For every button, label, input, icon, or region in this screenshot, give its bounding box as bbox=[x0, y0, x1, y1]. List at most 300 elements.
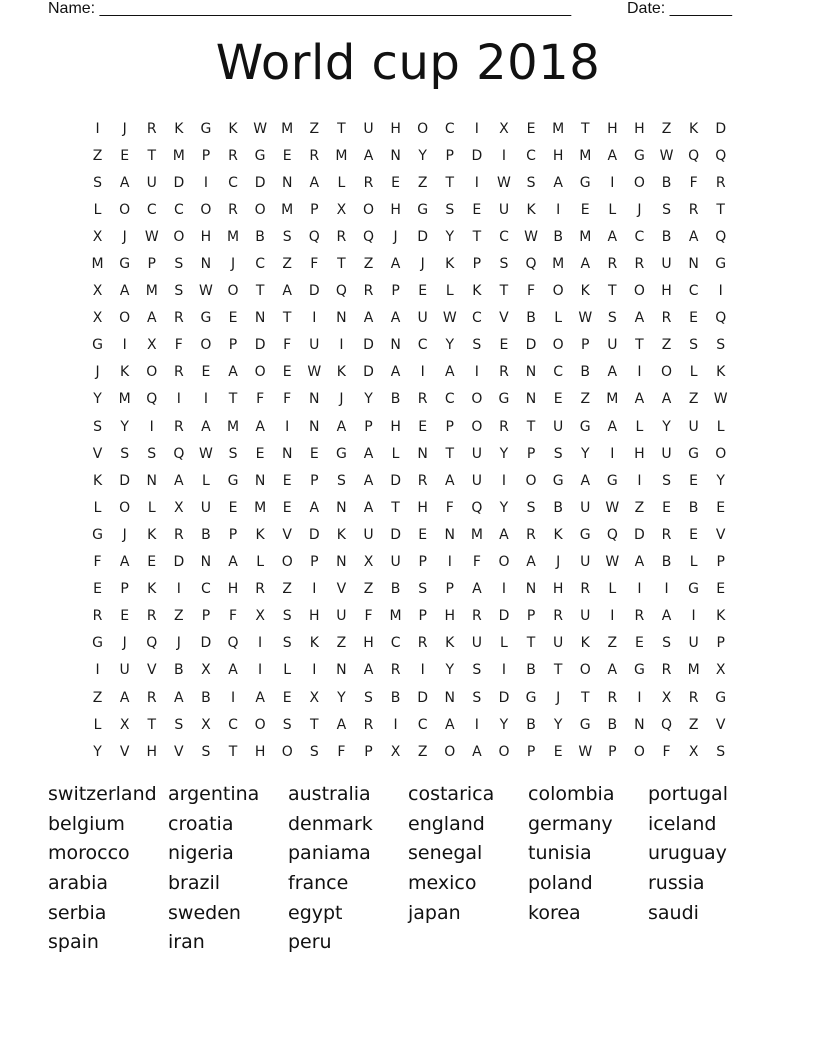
grid-letter[interactable]: T bbox=[526, 635, 536, 652]
grid-letter[interactable]: Q bbox=[146, 391, 158, 408]
grid-letter[interactable]: Q bbox=[525, 256, 537, 273]
grid-letter[interactable]: V bbox=[499, 310, 509, 327]
grid-letter[interactable]: D bbox=[173, 554, 185, 571]
grid-letter[interactable]: R bbox=[146, 120, 157, 137]
grid-letter[interactable]: D bbox=[525, 337, 537, 354]
grid-letter[interactable]: W bbox=[605, 554, 620, 571]
grid-letter[interactable]: Q bbox=[362, 228, 374, 245]
grid-letter[interactable]: O bbox=[119, 499, 131, 516]
grid-letter[interactable]: D bbox=[254, 174, 266, 191]
grid-letter[interactable]: R bbox=[661, 526, 672, 543]
grid-letter[interactable]: H bbox=[363, 635, 374, 652]
grid-letter[interactable]: L bbox=[93, 716, 102, 733]
grid-letter[interactable]: P bbox=[716, 554, 725, 571]
grid-letter[interactable]: X bbox=[390, 743, 401, 760]
grid-letter[interactable]: P bbox=[228, 526, 238, 543]
grid-letter[interactable]: E bbox=[689, 472, 699, 489]
grid-letter[interactable]: Z bbox=[92, 147, 103, 164]
grid-letter[interactable]: B bbox=[526, 662, 536, 679]
grid-letter[interactable]: E bbox=[255, 445, 265, 462]
grid-letter[interactable]: G bbox=[92, 526, 103, 543]
grid-letter[interactable]: K bbox=[472, 283, 482, 300]
grid-letter[interactable]: T bbox=[228, 391, 238, 408]
grid-letter[interactable]: J bbox=[176, 635, 181, 652]
grid-letter[interactable]: N bbox=[390, 147, 401, 164]
grid-letter[interactable]: R bbox=[715, 174, 726, 191]
grid-letter[interactable]: C bbox=[634, 228, 645, 245]
grid-letter[interactable]: A bbox=[363, 147, 374, 164]
grid-letter[interactable]: W bbox=[199, 445, 213, 462]
grid-letter[interactable]: B bbox=[661, 228, 672, 245]
grid-letter[interactable]: I bbox=[339, 337, 344, 354]
grid-letter[interactable]: D bbox=[308, 283, 320, 300]
grid-letter[interactable]: T bbox=[147, 147, 157, 164]
grid-letter[interactable]: Y bbox=[445, 662, 455, 679]
grid-letter[interactable]: H bbox=[227, 581, 239, 598]
grid-letter[interactable]: L bbox=[202, 472, 210, 489]
grid-letter[interactable]: S bbox=[526, 499, 536, 516]
grid-letter[interactable]: O bbox=[471, 418, 483, 435]
grid-letter[interactable]: A bbox=[201, 418, 211, 435]
grid-letter[interactable]: S bbox=[472, 662, 482, 679]
grid-letter[interactable]: T bbox=[526, 418, 536, 435]
grid-letter[interactable]: A bbox=[444, 472, 455, 489]
grid-letter[interactable]: Q bbox=[146, 635, 158, 652]
grid-letter[interactable]: G bbox=[119, 256, 131, 273]
grid-letter[interactable]: U bbox=[471, 472, 482, 489]
grid-letter[interactable]: G bbox=[579, 418, 591, 435]
grid-letter[interactable]: M bbox=[606, 391, 619, 408]
grid-letter[interactable]: O bbox=[552, 283, 564, 300]
grid-letter[interactable]: A bbox=[607, 228, 618, 245]
grid-letter[interactable]: F bbox=[689, 174, 698, 191]
grid-letter[interactable]: E bbox=[282, 364, 292, 381]
grid-letter[interactable]: E bbox=[553, 391, 563, 408]
grid-letter[interactable]: B bbox=[553, 228, 563, 245]
grid-letter[interactable]: P bbox=[364, 743, 373, 760]
grid-letter[interactable]: X bbox=[119, 716, 130, 733]
grid-letter[interactable]: R bbox=[661, 310, 672, 327]
grid-letter[interactable]: J bbox=[230, 256, 236, 273]
grid-letter[interactable]: O bbox=[362, 201, 374, 218]
grid-letter[interactable]: K bbox=[120, 364, 130, 381]
grid-letter[interactable]: J bbox=[122, 526, 127, 543]
grid-letter[interactable]: E bbox=[120, 608, 130, 625]
grid-letter[interactable]: A bbox=[174, 472, 184, 489]
grid-letter[interactable]: R bbox=[499, 418, 509, 435]
grid-letter[interactable]: E bbox=[120, 147, 130, 164]
grid-letter[interactable]: C bbox=[499, 228, 509, 245]
grid-letter[interactable]: S bbox=[174, 283, 184, 300]
grid-letter[interactable]: C bbox=[471, 310, 482, 327]
grid-letter[interactable]: W bbox=[253, 120, 268, 137]
grid-letter[interactable]: I bbox=[447, 554, 452, 571]
grid-letter[interactable]: U bbox=[688, 418, 699, 435]
grid-letter[interactable]: W bbox=[713, 391, 728, 408]
grid-letter[interactable]: L bbox=[635, 418, 644, 435]
grid-letter[interactable]: W bbox=[524, 228, 538, 245]
grid-letter[interactable]: B bbox=[390, 581, 401, 598]
grid-letter[interactable]: Y bbox=[93, 391, 102, 408]
grid-letter[interactable]: S bbox=[662, 472, 671, 489]
grid-letter[interactable]: T bbox=[337, 120, 346, 137]
grid-letter[interactable]: E bbox=[526, 120, 536, 137]
grid-letter[interactable]: B bbox=[390, 689, 401, 706]
grid-letter[interactable]: Q bbox=[715, 147, 727, 164]
grid-letter[interactable]: I bbox=[230, 689, 236, 706]
grid-letter[interactable]: D bbox=[390, 472, 401, 489]
grid-letter[interactable]: K bbox=[228, 120, 238, 137]
grid-letter[interactable]: R bbox=[688, 201, 699, 218]
grid-letter[interactable]: H bbox=[552, 147, 564, 164]
grid-letter[interactable]: P bbox=[418, 608, 427, 625]
grid-letter[interactable]: O bbox=[498, 554, 510, 571]
grid-letter[interactable]: F bbox=[283, 337, 292, 354]
grid-letter[interactable]: L bbox=[608, 581, 617, 598]
grid-letter[interactable]: Y bbox=[553, 716, 563, 733]
grid-letter[interactable]: J bbox=[122, 228, 127, 245]
grid-letter[interactable]: A bbox=[336, 418, 347, 435]
grid-letter[interactable]: R bbox=[661, 662, 672, 679]
grid-letter[interactable]: K bbox=[174, 120, 184, 137]
grid-letter[interactable]: E bbox=[689, 526, 699, 543]
grid-letter[interactable]: B bbox=[255, 228, 265, 245]
grid-letter[interactable]: X bbox=[309, 689, 320, 706]
grid-letter[interactable]: A bbox=[119, 689, 130, 706]
grid-letter[interactable]: Z bbox=[417, 743, 428, 760]
grid-letter[interactable]: Z bbox=[661, 337, 672, 354]
grid-letter[interactable]: I bbox=[501, 662, 507, 679]
grid-letter[interactable]: C bbox=[444, 120, 455, 137]
grid-letter[interactable]: U bbox=[661, 256, 672, 273]
grid-letter[interactable]: K bbox=[526, 201, 536, 218]
grid-letter[interactable]: D bbox=[498, 689, 510, 706]
grid-letter[interactable]: K bbox=[553, 526, 563, 543]
grid-letter[interactable]: R bbox=[92, 608, 103, 625]
grid-letter[interactable]: O bbox=[200, 201, 212, 218]
grid-letter[interactable]: G bbox=[417, 201, 429, 218]
grid-letter[interactable]: B bbox=[390, 391, 401, 408]
grid-letter[interactable]: D bbox=[363, 364, 374, 381]
grid-letter[interactable]: B bbox=[174, 662, 184, 679]
grid-letter[interactable]: M bbox=[91, 256, 104, 273]
grid-letter[interactable]: Q bbox=[471, 499, 483, 516]
grid-letter[interactable]: I bbox=[474, 364, 479, 381]
grid-letter[interactable]: K bbox=[255, 526, 265, 543]
grid-letter[interactable]: S bbox=[716, 743, 726, 760]
grid-letter[interactable]: A bbox=[336, 716, 347, 733]
grid-letter[interactable]: L bbox=[147, 499, 156, 516]
grid-letter[interactable]: U bbox=[336, 608, 347, 625]
grid-letter[interactable]: A bbox=[607, 364, 618, 381]
grid-letter[interactable]: J bbox=[420, 256, 425, 273]
grid-letter[interactable]: Y bbox=[499, 445, 509, 462]
grid-letter[interactable]: A bbox=[444, 716, 455, 733]
grid-letter[interactable]: D bbox=[471, 147, 483, 164]
grid-letter[interactable]: A bbox=[526, 554, 536, 571]
grid-letter[interactable]: G bbox=[715, 256, 727, 273]
grid-letter[interactable]: P bbox=[310, 554, 319, 571]
grid-letter[interactable]: V bbox=[336, 581, 347, 598]
grid-letter[interactable]: R bbox=[228, 147, 238, 164]
grid-letter[interactable]: C bbox=[390, 635, 401, 652]
grid-letter[interactable]: C bbox=[228, 716, 238, 733]
grid-letter[interactable]: I bbox=[610, 445, 615, 462]
grid-letter[interactable]: M bbox=[118, 391, 131, 408]
grid-letter[interactable]: B bbox=[661, 554, 672, 571]
grid-letter[interactable]: I bbox=[149, 418, 154, 435]
grid-letter[interactable]: E bbox=[418, 283, 428, 300]
grid-letter[interactable]: I bbox=[95, 662, 100, 679]
grid-letter[interactable]: X bbox=[201, 716, 211, 733]
grid-letter[interactable]: E bbox=[418, 526, 428, 543]
grid-letter[interactable]: N bbox=[525, 364, 537, 381]
grid-letter[interactable]: N bbox=[309, 391, 320, 408]
grid-letter[interactable]: O bbox=[715, 445, 727, 462]
grid-letter[interactable]: G bbox=[227, 472, 239, 489]
grid-letter[interactable]: M bbox=[389, 608, 402, 625]
grid-letter[interactable]: C bbox=[526, 147, 536, 164]
grid-letter[interactable]: O bbox=[254, 201, 266, 218]
grid-letter[interactable]: T bbox=[282, 310, 292, 327]
grid-letter[interactable]: A bbox=[661, 608, 672, 625]
grid-letter[interactable]: A bbox=[607, 418, 618, 435]
grid-letter[interactable]: K bbox=[716, 608, 726, 625]
grid-letter[interactable]: G bbox=[92, 337, 103, 354]
grid-letter[interactable]: G bbox=[633, 662, 645, 679]
grid-letter[interactable]: G bbox=[715, 689, 727, 706]
grid-letter[interactable]: G bbox=[579, 716, 591, 733]
grid-letter[interactable]: H bbox=[200, 228, 212, 245]
grid-letter[interactable]: H bbox=[444, 608, 456, 625]
name-field[interactable]: Name: _____________________________________________________ bbox=[48, 0, 572, 17]
grid-letter[interactable]: I bbox=[203, 391, 208, 408]
grid-letter[interactable]: G bbox=[335, 445, 347, 462]
grid-letter[interactable]: E bbox=[309, 445, 319, 462]
grid-letter[interactable]: D bbox=[200, 635, 212, 652]
grid-letter[interactable]: C bbox=[201, 581, 211, 598]
grid-letter[interactable]: R bbox=[417, 391, 428, 408]
grid-letter[interactable]: C bbox=[688, 283, 699, 300]
grid-letter[interactable]: G bbox=[633, 147, 645, 164]
grid-letter[interactable]: S bbox=[93, 418, 102, 435]
grid-letter[interactable]: L bbox=[716, 418, 725, 435]
grid-letter[interactable]: Z bbox=[607, 635, 618, 652]
grid-letter[interactable]: Q bbox=[227, 635, 239, 652]
grid-letter[interactable]: S bbox=[364, 689, 373, 706]
grid-letter[interactable]: L bbox=[337, 174, 346, 191]
grid-letter[interactable]: T bbox=[580, 120, 590, 137]
grid-letter[interactable]: N bbox=[444, 689, 455, 706]
grid-letter[interactable]: I bbox=[501, 472, 507, 489]
grid-letter[interactable]: H bbox=[309, 608, 320, 625]
grid-letter[interactable]: B bbox=[607, 716, 618, 733]
grid-letter[interactable]: D bbox=[715, 120, 727, 137]
grid-letter[interactable]: A bbox=[553, 174, 563, 191]
grid-letter[interactable]: K bbox=[92, 472, 103, 489]
grid-letter[interactable]: W bbox=[605, 499, 620, 516]
grid-letter[interactable]: X bbox=[499, 120, 509, 137]
grid-letter[interactable]: E bbox=[716, 499, 726, 516]
grid-letter[interactable]: P bbox=[364, 418, 373, 435]
grid-letter[interactable]: I bbox=[610, 608, 615, 625]
grid-letter[interactable]: V bbox=[715, 716, 726, 733]
grid-letter[interactable]: O bbox=[633, 283, 645, 300]
grid-letter[interactable]: T bbox=[228, 743, 238, 760]
grid-letter[interactable]: B bbox=[526, 716, 536, 733]
grid-letter[interactable]: S bbox=[553, 445, 563, 462]
grid-letter[interactable]: M bbox=[281, 120, 294, 137]
grid-letter[interactable]: P bbox=[228, 337, 238, 354]
grid-letter[interactable]: A bbox=[363, 662, 374, 679]
grid-letter[interactable]: G bbox=[606, 472, 618, 489]
grid-letter[interactable]: Q bbox=[173, 445, 185, 462]
grid-letter[interactable]: N bbox=[634, 716, 645, 733]
grid-letter[interactable]: I bbox=[691, 608, 696, 625]
grid-letter[interactable]: D bbox=[363, 337, 374, 354]
grid-letter[interactable]: H bbox=[146, 743, 157, 760]
grid-letter[interactable]: P bbox=[445, 418, 454, 435]
grid-letter[interactable]: Q bbox=[606, 526, 618, 543]
grid-letter[interactable]: X bbox=[363, 554, 374, 571]
grid-letter[interactable]: E bbox=[662, 499, 671, 516]
grid-letter[interactable]: I bbox=[312, 310, 317, 327]
grid-letter[interactable]: Y bbox=[580, 445, 590, 462]
grid-letter[interactable]: D bbox=[417, 228, 429, 245]
grid-letter[interactable]: U bbox=[390, 554, 401, 571]
grid-letter[interactable]: I bbox=[474, 716, 479, 733]
grid-letter[interactable]: U bbox=[417, 310, 428, 327]
grid-letter[interactable]: X bbox=[336, 201, 347, 218]
grid-letter[interactable]: R bbox=[607, 256, 618, 273]
grid-letter[interactable]: A bbox=[580, 256, 591, 273]
grid-letter[interactable]: G bbox=[688, 581, 700, 598]
grid-letter[interactable]: E bbox=[228, 310, 238, 327]
grid-letter[interactable]: I bbox=[637, 689, 642, 706]
grid-letter[interactable]: R bbox=[607, 689, 618, 706]
grid-letter[interactable]: P bbox=[201, 608, 211, 625]
grid-letter[interactable]: A bbox=[363, 499, 374, 516]
grid-letter[interactable]: L bbox=[554, 310, 563, 327]
grid-letter[interactable]: M bbox=[552, 120, 565, 137]
grid-letter[interactable]: S bbox=[93, 174, 102, 191]
grid-letter[interactable]: N bbox=[146, 472, 157, 489]
grid-letter[interactable]: K bbox=[580, 283, 590, 300]
grid-letter[interactable]: O bbox=[281, 554, 293, 571]
grid-letter[interactable]: J bbox=[556, 689, 561, 706]
grid-letter[interactable]: R bbox=[173, 526, 184, 543]
grid-letter[interactable]: Z bbox=[580, 391, 591, 408]
grid-letter[interactable]: M bbox=[254, 499, 267, 516]
grid-letter[interactable]: Y bbox=[93, 743, 102, 760]
grid-letter[interactable]: K bbox=[336, 364, 346, 381]
grid-letter[interactable]: H bbox=[254, 743, 266, 760]
grid-letter[interactable]: S bbox=[662, 635, 671, 652]
grid-letter[interactable]: U bbox=[119, 662, 130, 679]
grid-letter[interactable]: X bbox=[715, 662, 726, 679]
grid-letter[interactable]: R bbox=[417, 635, 428, 652]
grid-letter[interactable]: P bbox=[445, 581, 454, 598]
grid-letter[interactable]: C bbox=[553, 364, 564, 381]
grid-letter[interactable]: F bbox=[337, 743, 346, 760]
grid-letter[interactable]: U bbox=[471, 445, 482, 462]
grid-letter[interactable]: P bbox=[608, 743, 617, 760]
grid-letter[interactable]: E bbox=[418, 418, 428, 435]
grid-letter[interactable]: N bbox=[390, 337, 401, 354]
grid-letter[interactable]: T bbox=[499, 283, 509, 300]
grid-letter[interactable]: Z bbox=[309, 120, 320, 137]
grid-letter[interactable]: S bbox=[201, 743, 211, 760]
grid-letter[interactable]: P bbox=[310, 201, 319, 218]
grid-letter[interactable]: I bbox=[501, 147, 507, 164]
grid-letter[interactable]: N bbox=[336, 662, 347, 679]
grid-letter[interactable]: V bbox=[282, 526, 292, 543]
grid-letter[interactable]: U bbox=[363, 120, 374, 137]
grid-letter[interactable]: D bbox=[634, 526, 645, 543]
grid-letter[interactable]: I bbox=[637, 581, 642, 598]
grid-letter[interactable]: P bbox=[716, 635, 725, 652]
grid-letter[interactable]: M bbox=[470, 526, 483, 543]
grid-letter[interactable]: S bbox=[120, 445, 130, 462]
grid-letter[interactable]: N bbox=[281, 445, 293, 462]
grid-letter[interactable]: I bbox=[95, 120, 100, 137]
grid-letter[interactable]: L bbox=[689, 364, 698, 381]
grid-letter[interactable]: J bbox=[339, 391, 344, 408]
grid-letter[interactable]: T bbox=[472, 228, 482, 245]
grid-letter[interactable]: R bbox=[363, 283, 374, 300]
grid-letter[interactable]: O bbox=[173, 228, 185, 245]
grid-letter[interactable]: H bbox=[661, 283, 672, 300]
grid-letter[interactable]: P bbox=[147, 256, 156, 273]
grid-letter[interactable]: F bbox=[662, 743, 671, 760]
grid-letter[interactable]: O bbox=[444, 743, 456, 760]
grid-letter[interactable]: E bbox=[147, 554, 157, 571]
grid-letter[interactable]: D bbox=[390, 526, 401, 543]
grid-letter[interactable]: R bbox=[580, 581, 591, 598]
grid-letter[interactable]: D bbox=[173, 174, 185, 191]
grid-letter[interactable]: I bbox=[637, 472, 642, 489]
grid-letter[interactable]: V bbox=[174, 743, 184, 760]
grid-letter[interactable]: Z bbox=[688, 716, 699, 733]
grid-letter[interactable]: C bbox=[146, 201, 157, 218]
grid-letter[interactable]: J bbox=[122, 635, 127, 652]
grid-letter[interactable]: O bbox=[661, 364, 673, 381]
grid-letter[interactable]: Y bbox=[120, 418, 129, 435]
grid-letter[interactable]: W bbox=[442, 310, 457, 327]
grid-letter[interactable]: I bbox=[420, 662, 425, 679]
grid-letter[interactable]: W bbox=[578, 310, 593, 327]
grid-letter[interactable]: V bbox=[92, 445, 103, 462]
grid-letter[interactable]: E bbox=[472, 201, 482, 218]
grid-letter[interactable]: T bbox=[445, 174, 455, 191]
grid-letter[interactable]: O bbox=[525, 472, 537, 489]
grid-letter[interactable]: P bbox=[310, 472, 319, 489]
grid-letter[interactable]: T bbox=[608, 283, 617, 300]
grid-letter[interactable]: U bbox=[309, 337, 320, 354]
grid-letter[interactable]: I bbox=[285, 418, 290, 435]
grid-letter[interactable]: F bbox=[527, 283, 536, 300]
grid-letter[interactable]: P bbox=[526, 743, 536, 760]
grid-letter[interactable]: O bbox=[119, 310, 131, 327]
grid-letter[interactable]: R bbox=[255, 581, 265, 598]
grid-letter[interactable]: K bbox=[309, 635, 319, 652]
grid-letter[interactable]: P bbox=[472, 256, 482, 273]
grid-letter[interactable]: Y bbox=[418, 147, 427, 164]
grid-letter[interactable]: E bbox=[580, 201, 590, 218]
grid-letter[interactable]: L bbox=[689, 554, 698, 571]
grid-letter[interactable]: T bbox=[635, 337, 644, 354]
grid-letter[interactable]: E bbox=[716, 581, 726, 598]
